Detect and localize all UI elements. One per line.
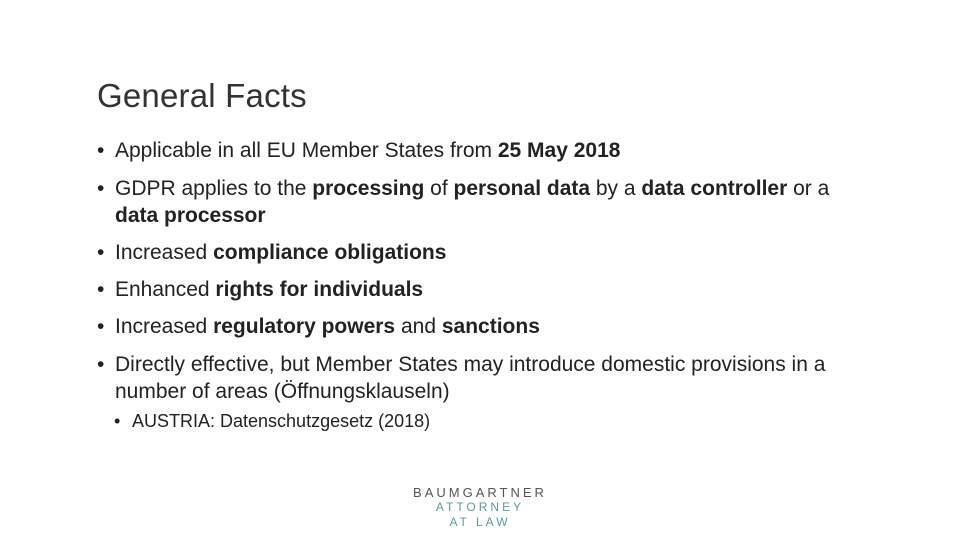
bullet-text-bold: data processor xyxy=(115,204,266,227)
logo-firm-name: BAUMGARTNER xyxy=(413,485,547,500)
bullet-text: Increased xyxy=(115,315,214,338)
bullet-dot: • xyxy=(114,411,121,431)
bullet-dot: • xyxy=(97,241,105,264)
bullet-item xyxy=(97,175,877,229)
bullet-item xyxy=(97,277,877,303)
bullet-text: or a xyxy=(787,177,830,200)
bullet-text: and xyxy=(395,315,442,338)
slide-title: General Facts xyxy=(97,77,307,114)
bullet-dot: • xyxy=(97,139,105,162)
bullet-dot: • xyxy=(97,315,105,338)
bullet-text-bold: data controller xyxy=(641,177,788,200)
bullet-text-bold: personal data xyxy=(453,177,591,200)
bullet-text-bold: rights for individuals xyxy=(215,278,424,301)
bullet-text: Increased xyxy=(115,241,214,264)
bullet-item xyxy=(97,314,877,340)
bullet-text: by a xyxy=(590,177,642,200)
bullet-item xyxy=(97,138,877,164)
sub-bullet-item xyxy=(114,410,877,432)
bullet-dot: • xyxy=(97,177,105,200)
bullet-text-bold: regulatory powers xyxy=(213,315,396,338)
bullet-dot: • xyxy=(97,278,105,301)
logo-tagline-1: ATTORNEY xyxy=(435,500,525,514)
bullet-text: Applicable in all EU Member States from xyxy=(115,139,498,162)
bullet-text-bold: 25 May 2018 xyxy=(497,139,621,162)
bullet-text: Enhanced xyxy=(115,278,216,301)
bullet-text-bold: sanctions xyxy=(441,315,540,338)
logo-tagline-2: AT LAW xyxy=(449,515,511,529)
firm-logo xyxy=(0,485,960,530)
bullet-text-bold: processing xyxy=(312,177,425,200)
bullet-text: of xyxy=(424,177,454,200)
bullet-text-bold: compliance obligations xyxy=(213,241,447,264)
bullet-text: Directly effective, but Member States may introduce domestic provisions in a number of areas (Öffnungsklauseln) xyxy=(115,353,826,403)
bullet-item xyxy=(97,351,877,405)
bullet-dot: • xyxy=(97,353,105,376)
sub-bullet-text: AUSTRIA: Datenschutzgesetz (2018) xyxy=(132,411,431,431)
bullet-list xyxy=(97,138,877,443)
bullet-text: GDPR applies to the xyxy=(115,177,313,200)
bullet-item xyxy=(97,240,877,266)
